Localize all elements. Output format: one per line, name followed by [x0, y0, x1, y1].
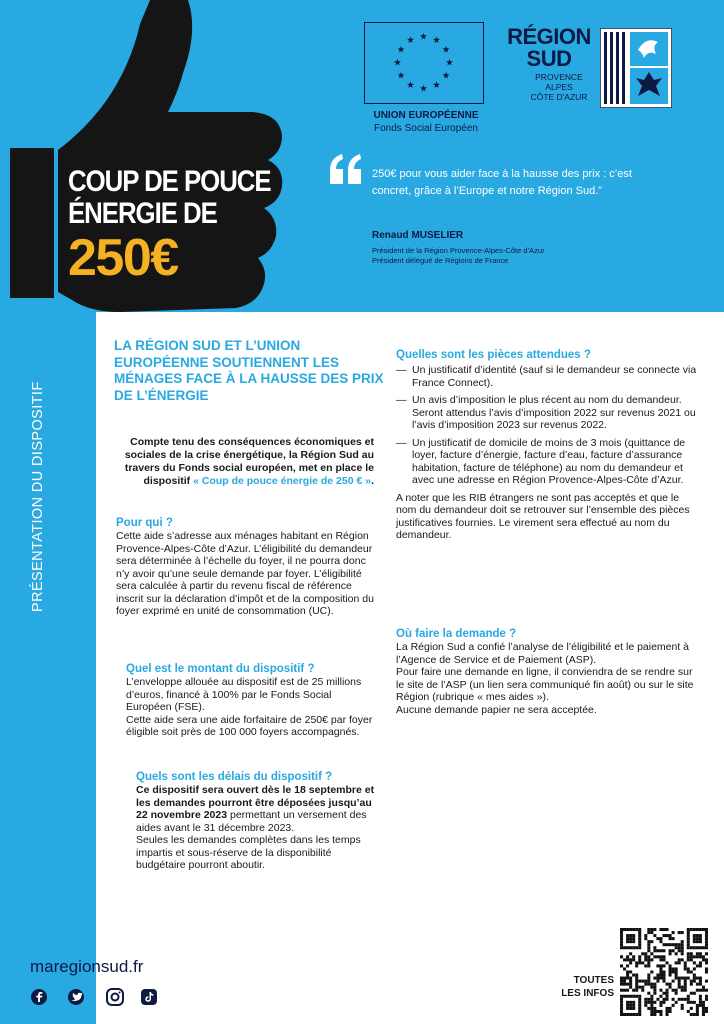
- section-pour-qui-body: Cette aide s’adresse aux ménages habitant en Région Provence-Alpes-Côte d’Azur. L’éligibilité du demandeur sera déterminée à l’échelle du foyer, il ne pourra donc n’y avoir qu’une seule demande par foyer. L’éligibilité sera calculée à partir du revenu fiscal de référence inscrit sur la déclaration d’impôt et de la composition du foyer exprimé en unité de consommation (UC).: [116, 530, 374, 617]
- headline: [68, 165, 271, 287]
- intro-end: .: [371, 475, 374, 487]
- quote-mark-icon: [326, 150, 366, 190]
- eu-label-subtitle: Fonds Social Européen: [374, 123, 478, 134]
- eu-flag-logo: [364, 22, 484, 104]
- pieces-list: [396, 364, 702, 487]
- region-logo-subtitle: [520, 72, 598, 102]
- toutes-les-infos-label: [548, 974, 614, 1000]
- section-ou-faire-body-3: Aucune demande papier ne sera acceptée.: [396, 703, 597, 716]
- region-logo-sub-3: CÔTE D'AZUR: [530, 92, 588, 102]
- list-item: — Un avis d’imposition le plus récent au nom du demandeur. Seront attendus l’avis d’imposition 2022 sur revenus 2021 ou l’avis d’imposition 2023 sur revenus 2022.: [396, 394, 696, 431]
- pieces-item-3: Un justificatif de domicile de moins de 3 mois (quittance de loyer, facture d’énergie, facture d’eau, facture d’assurance habitation, facture de téléphone) au nom du demandeur et avec une adresse en Région Provence-Alpes-Côte d’Azur.: [412, 436, 686, 486]
- website-link[interactable]: maregionsud.fr: [30, 957, 144, 976]
- region-crest-icon: [600, 28, 672, 108]
- section-pieces-title: Quelles sont les pièces attendues ?: [396, 349, 591, 361]
- side-section-label: [30, 332, 46, 612]
- eu-star: [433, 36, 440, 43]
- headline-line-1: COUP DE POUCE: [68, 165, 271, 198]
- list-item: — Un justificatif d’identité (sauf si le demandeur se connecte via France Connect).: [396, 364, 697, 389]
- pieces-item-1: Un justificatif d’identité (sauf si le demandeur se connecte via France Connect).: [412, 364, 697, 389]
- tiktok-icon[interactable]: [141, 989, 157, 1005]
- region-logo-sub-2: ALPES: [545, 82, 573, 92]
- section-ou-faire-body-2: Pour faire une demande en ligne, il conviendra de se rendre sur le site de l’ASP (un lien sera communiqué fin août) ou sur le site Région (rubrique « mes aides »).: [396, 666, 694, 703]
- section-delais-title: Quels sont les délais du dispositif ?: [136, 771, 333, 783]
- quote-author: Renaud MUSELIER: [372, 230, 464, 241]
- section-delais-body-1: [136, 784, 376, 834]
- headline-amount: 250€: [68, 229, 178, 287]
- section-ou-faire-title: Où faire la demande ?: [396, 628, 517, 640]
- list-item: — Un justificatif de domicile de moins de 3 mois (quittance de loyer, facture d’énergie, facture d’eau, facture d’assurance habitation, facture de téléphone) au nom du demandeur et avec une adresse en Région Provence-Alpes-Côte d’Azur.: [396, 436, 686, 486]
- eu-label: [356, 110, 496, 135]
- main-title: LA RÉGION SUD ET L’UNION EUROPÉENNE SOUTIENNENT LES MÉNAGES FACE À LA HAUSSE DES PRIX DE L’ÉNERGIE: [114, 338, 384, 403]
- eu-star: [398, 46, 405, 53]
- section-pieces: [396, 348, 702, 542]
- eu-star: [443, 46, 450, 53]
- eu-stars-icon: [365, 23, 482, 102]
- region-logo-sub-1: PROVENCE: [535, 72, 583, 82]
- quote-text: 250€ pour vous aider face à la hausse des prix : c’est concret, grâce à l’Europe et notre Région Sud.”: [372, 168, 632, 197]
- instagram-icon[interactable]: [107, 989, 123, 1005]
- social-icons: [30, 988, 170, 1006]
- section-pour-qui: [116, 516, 374, 618]
- section-montant-body-2: Cette aide sera une aide forfaitaire de 250€ par foyer éligible soit près de 100 000 foyers accompagnés.: [126, 713, 373, 738]
- side-section-label-text: PRÉSENTATION DU DISPOSITIF: [30, 381, 46, 612]
- section-montant-title: Quel est le montant du dispositif ?: [126, 663, 315, 675]
- eu-star: [407, 81, 414, 88]
- intro-text: Compte tenu des conséquences économiques et sociales de la crise énergétique, la Région Sud au travers du Fonds social européen, met en place le dispositif: [124, 436, 374, 487]
- quote-role-1: Président de la Région Provence-Alpes-Côte d’Azur: [372, 246, 545, 255]
- eu-star: [394, 59, 401, 66]
- section-pour-qui-title: Pour qui ?: [116, 517, 173, 529]
- region-logo-title: RÉGION SUD: [507, 24, 591, 71]
- eu-star: [443, 72, 450, 79]
- qr-code[interactable]: [620, 928, 708, 1016]
- pieces-note: A noter que les RIB étrangers ne sont pas acceptés et que le nom du demandeur doit se retrouver sur l’ensemble des pièces justificatives fournies. Le virement sera effectué au nom du demandeur.: [396, 491, 690, 541]
- headline-line-2: ÉNERGIE DE: [68, 197, 217, 230]
- section-montant-body-1: L’enveloppe allouée au dispositif est de 25 millions d’euros, financé à 100% par le Fonds Social Européen (FSE).: [126, 676, 362, 713]
- blue-side-band: [0, 312, 96, 1024]
- section-delais-bold: Ce dispositif sera ouvert dès le 18 septembre et les demandes pourront être déposées jusqu’au 22 novembre 2023: [136, 784, 375, 821]
- section-ou-faire: [396, 627, 702, 716]
- facebook-icon[interactable]: [31, 989, 47, 1005]
- pieces-item-2: Un avis d’imposition le plus récent au nom du demandeur. Seront attendus l’avis d’imposition 2022 sur revenus 2021 ou l’avis d’imposition 2023 sur revenus 2022.: [412, 394, 696, 431]
- section-ou-faire-body-1: La Région Sud a confié l’analyse de l’éligibilité et le paiement à l’Agence de Service et de Paiement (ASP).: [396, 641, 690, 666]
- eu-star: [433, 81, 440, 88]
- eu-star: [420, 33, 427, 40]
- section-delais-body-2: Seules les demandes complètes dans les temps impartis et sous-réserve de la disponibilité budgétaire pourront aboutir.: [136, 834, 361, 871]
- quote-role-2: Président délégué de Régions de France: [372, 256, 509, 265]
- section-montant: [126, 662, 376, 739]
- eu-star: [420, 85, 427, 92]
- eu-star: [446, 59, 453, 66]
- eu-star: [398, 72, 405, 79]
- quote-author-roles: [372, 246, 692, 266]
- eu-star: [407, 36, 414, 43]
- eu-label-title: UNION EUROPÉENNE: [373, 110, 479, 121]
- toutes-line-1: TOUTES: [573, 975, 614, 986]
- twitter-icon[interactable]: [68, 989, 84, 1005]
- section-delais-rest: permettant un versement des aides avant le 31 décembre 2023.: [136, 809, 367, 834]
- intro-paragraph: [112, 436, 374, 488]
- intro-highlight: « Coup de pouce énergie de 250 € »: [193, 475, 372, 487]
- toutes-line-2: LES INFOS: [561, 988, 614, 999]
- section-delais: [136, 770, 376, 872]
